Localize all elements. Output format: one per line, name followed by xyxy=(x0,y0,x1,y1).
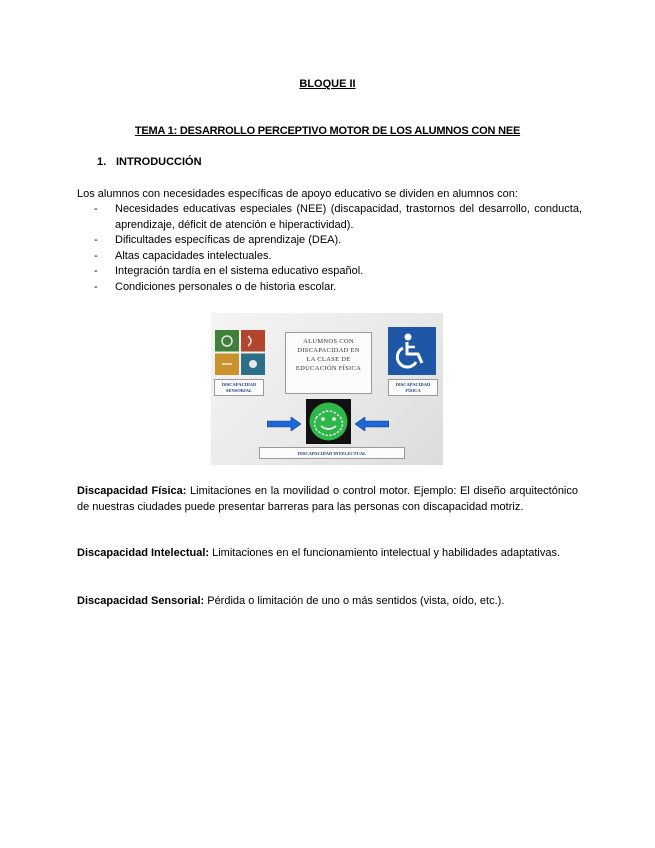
definition-text: Limitaciones en la movilidad o control motor. Ejemplo: El diseño arquitectónico de nuestras ciudades puede presentar barreras para las personas con discapacidad motriz. xyxy=(77,485,578,513)
list-item: - Altas capacidades intelectuales. xyxy=(94,249,582,265)
definition-text: Limitaciones en el funcionamiento intelectual y habilidades adaptativas. xyxy=(209,547,561,559)
smiley-face-icon xyxy=(306,399,351,444)
sensory-icon xyxy=(215,330,265,375)
physical-label-box xyxy=(388,379,438,396)
list-item: - Dificultades específicas de aprendizaje (DEA). xyxy=(94,233,582,249)
block-title: BLOQUE II xyxy=(299,78,356,90)
definition-term: Discapacidad Física: xyxy=(77,485,187,497)
sensory-label-line: DISCAPACIDAD xyxy=(221,382,257,387)
diagram-main-line: EDUCACIÓN FÍSICA xyxy=(295,365,362,372)
list-item: - Integración tardía en el sistema educativo español. xyxy=(94,264,582,280)
arrow-left-icon xyxy=(355,417,389,431)
definition-intellectual xyxy=(77,546,578,562)
disability-diagram xyxy=(211,313,443,465)
section-number: 1. xyxy=(97,156,107,168)
list-item: - Condiciones personales o de historia escolar. xyxy=(94,280,582,296)
physical-label-line: DISCAPACIDAD xyxy=(395,382,431,387)
list-item: - Necesidades educativas especiales (NEE) (discapacidad, trastornos del desarrollo, conducta, aprendizaje, déficit de atención e hiperactividad). xyxy=(94,202,582,233)
definition-physical xyxy=(77,484,578,515)
section-heading xyxy=(97,156,202,168)
intro-list xyxy=(94,202,582,295)
diagram-main-line: ALUMNOS CON xyxy=(303,338,354,345)
sensory-label-box xyxy=(214,379,264,396)
diagram-main-line: DISCAPACIDAD EN xyxy=(297,347,360,354)
diagram-main-line: LA CLASE DE xyxy=(306,356,351,363)
intellectual-label-box: DISCAPACIDAD INTELECTUAL xyxy=(259,447,405,459)
wheelchair-icon xyxy=(388,327,436,375)
physical-label-line: FÍSICA xyxy=(405,388,421,393)
definition-term: Discapacidad Intelectual: xyxy=(77,547,210,559)
sensory-label-line: SENSORIAL xyxy=(225,388,252,393)
definition-text: Pérdida o limitación de uno o más sentidos (vista, oído, etc.). xyxy=(204,595,505,607)
intro-paragraph: Los alumnos con necesidades específicas de apoyo educativo se dividen en alumnos con: xyxy=(77,188,518,200)
definition-term: Discapacidad Sensorial: xyxy=(77,595,205,607)
arrow-right-icon xyxy=(267,417,301,431)
diagram-main-box xyxy=(285,332,372,394)
section-title: INTRODUCCIÓN xyxy=(116,156,202,168)
definition-sensory xyxy=(77,594,578,610)
topic-title: TEMA 1: DESARROLLO PERCEPTIVO MOTOR DE LOS ALUMNOS CON NEE xyxy=(134,125,521,137)
